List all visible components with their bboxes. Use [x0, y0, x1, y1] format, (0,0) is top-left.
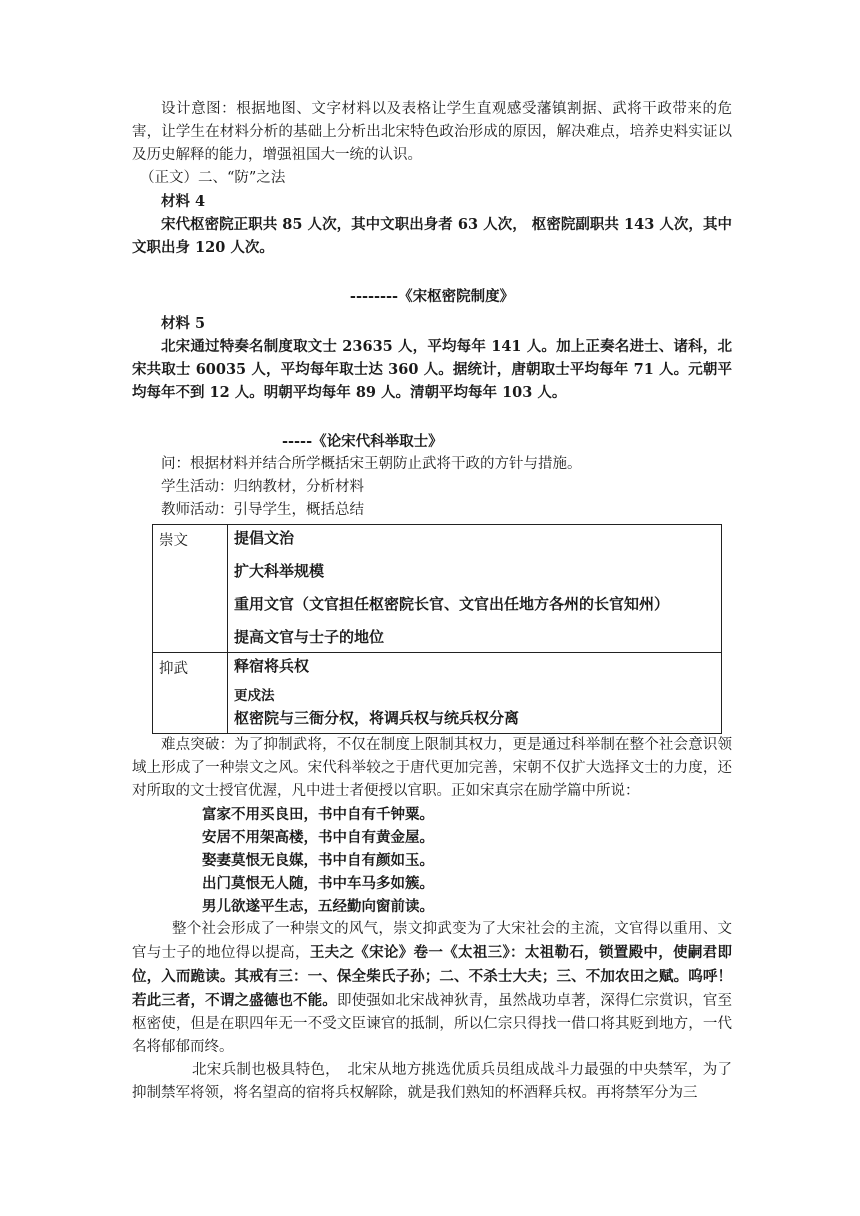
material5-source: -----《论宋代科举取士》 — [282, 433, 443, 450]
poem-line: 男儿欲遂平生志，五经勤向窗前读。 — [202, 898, 434, 915]
quote-text: 王夫之《宋论》卷一《太祖三》：太祖勒石，锁置殿中，使嗣君即位，入而跪读。其戒有三：一、保全柴氏子孙；二、不杀士大夫；三、不加农田之赋。呜呼！若此三者，不谓之盛德也不能。 — [132, 944, 733, 1009]
poem-block — [132, 803, 732, 918]
material4-text: 宋代枢密院正职共 85 人次，其中文职出身者 63 人次， 枢密院副职共 143 人次，其中文职出身 120 人次。 — [132, 216, 732, 256]
table-item: 提高文官与士子的地位 — [234, 628, 385, 646]
table-item: 释宿将兵权 — [234, 657, 310, 675]
table-item: 更戍法 — [234, 688, 275, 704]
poem-line: 娶妻莫恨无良媒，书中自有颜如玉。 — [202, 852, 434, 869]
social-atmosphere-paragraph — [132, 918, 732, 1059]
table-item: 提倡文治 — [234, 529, 295, 547]
material5-label: 材料 5 — [161, 315, 206, 332]
material4-source: --------《宋枢密院制度》 — [349, 288, 515, 305]
material4-label: 材料 4 — [161, 193, 206, 210]
table-content-cell — [228, 653, 722, 734]
design-intent-paragraph: 设计意图：根据地图、文字材料以及表格让学生直观感受藩镇割据、武将干政带来的危害，让学生在材料分析的基础上分析出北宋特色政治形成的原因，解决难点，培养史料实证以及历史解释的能力，增强祖国大一统的认识。 — [132, 101, 732, 163]
table-content-cell — [228, 525, 722, 653]
student-activity-line: 学生活动：归纳教材，分析材料 — [161, 479, 364, 495]
material5-text: 北宋通过特奏名制度取文士 23635 人，平均每年 141 人。加上正奏名进士、诸科，北宋共取士 60035 人，平均每年取士达 360 人。据统计，唐朝取士平均每年 71 人。元朝平均每年不到 12 人。明朝平均每年 89 人。清朝平均每年 103 人。 — [132, 338, 732, 401]
table-item: 枢密院与三衙分权，将调兵权与统兵权分离 — [234, 709, 520, 727]
document-page — [132, 98, 732, 1105]
military-system-paragraph: 北宋兵制也极具特色， 北宋从地方挑选优质兵员组成战斗力最强的中央禁军，为了抑制禁军将领，将名望高的宿将兵权解除，就是我们熟知的杯酒释兵权。再将禁军分为三 — [132, 1062, 732, 1101]
poem-line: 出门莫恨无人随，书中车马多如簇。 — [202, 875, 434, 892]
poem-line: 安居不用架高楼，书中自有黄金屋。 — [202, 829, 434, 846]
poem-line: 富家不用买良田，书中自有千钟粟。 — [202, 806, 434, 823]
table-category-cell: 崇文 — [153, 525, 228, 653]
paragraph-text: 整个社会形成了一种崇文的风气，崇文抑武变为了大宋社会的主流，文官得以重用、文官与士子的地位得以提高， — [132, 921, 732, 961]
difficulty-paragraph: 难点突破：为了抑制武将，不仅在制度上限制其权力，更是通过科举制在整个社会意识领域上形成了一种崇文之风。宋代科举较之于唐代更加完善，宋朝不仅扩大选择文士的力度，还对所取的文士授官优渥，凡中进士者便授以官职。正如宋真宗在励学篇中所说： — [132, 737, 732, 799]
table-category-cell: 抑武 — [153, 653, 228, 734]
table-item: 扩大科举规模 — [234, 562, 325, 580]
paragraph-text: 即使强如北宋战神狄青，虽然战功卓著，深得仁宗赏识，官至枢密使，但是在职四年无一不受文臣谏官的抵制，所以仁宗只得找一借口将其贬到地方，一代名将郁郁而终。 — [132, 993, 733, 1055]
section-heading: （正文）二、“防”之法 — [140, 170, 286, 186]
table-row — [153, 525, 722, 653]
teacher-activity-line: 教师活动：引导学生，概括总结 — [161, 502, 364, 518]
table-item: 重用文官（文官担任枢密院长官、文官出任地方各州的长官知州） — [234, 595, 670, 613]
measures-table — [152, 524, 722, 734]
table-row — [153, 653, 722, 734]
question-line: 问：根据材料并结合所学概括宋王朝防止武将干政的方针与措施。 — [161, 456, 582, 472]
